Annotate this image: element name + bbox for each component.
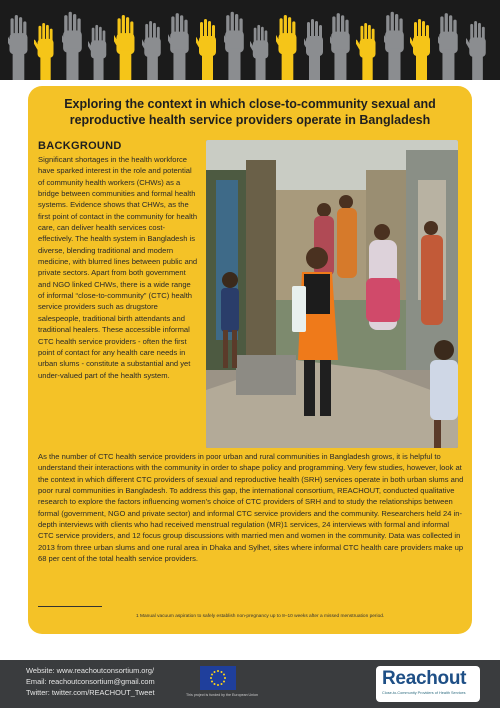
contact-links: [26, 665, 155, 698]
hand-icon: [384, 10, 406, 80]
hand-icon: [8, 14, 30, 80]
hand-icon: [168, 12, 192, 80]
hand-icon: [224, 10, 246, 80]
research-paragraph: As the number of CTC health service providers in poor urban and rural communities in Bangladesh grows, it is helpful to understand their interactions with the community in order to shape policy and programming. Very few studies, however, look at the context in which different CTC providers of sexual and reproductive health (SRH) services operate in both urban slums and poor rural communities in Bangladesh. To address this gap, the international consortium, REACHOUT, conducted qualitative research to explore the factors influencing women’s choice of CTC providers of SRH and to study the relationships between formal (government, NGO and private sector) and informal CTC service providers and the community. Researchers held 24 in-depth interviews with clients who had received menstrual regulation (MR)1 services, 24 interviews with formal and informal CTC service providers, and 12 focus group discussions with married men and women in the community. Data was collected in 2013 from three urban slums and one rural area in Dhaka and Sylhet, sites where informal CTC health care providers make up 68 per cent of the total health service providers.: [38, 452, 464, 564]
hand-icon: [88, 24, 110, 80]
section-heading: BACKGROUND: [38, 140, 122, 152]
hand-icon: [356, 22, 380, 80]
hand-icon: [330, 12, 352, 80]
hand-icon: [142, 20, 164, 80]
hand-icon: [410, 18, 434, 80]
footnote: 1 Manual vacuum aspiration to safely establish non-pregnancy up to 8–10 weeks after a missed menstruation period.: [136, 614, 385, 619]
hand-icon: [438, 12, 460, 80]
twitter-link[interactable]: Twitter: twitter.com/REACHOUT_Tweet: [26, 688, 155, 697]
hand-icon: [114, 14, 138, 80]
eu-caption: This project is funded by the European Union: [186, 693, 258, 697]
logo-wordmark: Reachout: [382, 668, 467, 689]
reachout-logo: [376, 666, 480, 702]
content-card: [28, 86, 472, 634]
hand-icon: [34, 22, 58, 80]
footnote-divider: [38, 606, 102, 607]
email-link[interactable]: Email: reachoutconsortium@gmail.com: [26, 677, 155, 686]
eu-flag-icon: [200, 666, 236, 690]
logo-tagline: Close-to-Community Providers of Health Services: [382, 691, 466, 695]
background-paragraph: Significant shortages in the health workforce have sparked interest in the role and potential of community health workers (CHWs) as a bridge between communities and formal health systems. Evidence shows that CHWs, as the first point of contact in the community for health care, can deliver health services cost-effectively. The health system in Bangladesh is diverse, blending traditional and modern medicine, with blurred lines between public and private sectors. Apart from both government and NGO linked CHWs, there is a wide range of informal “close-to-community” (CTC) health service providers such as drugstore salespeople, traditional birth attendants and traditional healers. These accessible informal CTC health service providers - often the first point of contact for any health care needs in urban slums - constitute a substantial and yet under-valued part of the health system.: [38, 155, 198, 380]
page-title: Exploring the context in which close-to-community sexual and reproductive health service providers operate in Bangladesh: [64, 97, 436, 127]
hand-icon: [304, 18, 326, 80]
hand-icon: [466, 20, 490, 80]
raised-hands-banner: [0, 0, 500, 80]
hand-icon: [276, 14, 300, 80]
hand-icon: [250, 24, 272, 80]
hand-icon: [196, 18, 220, 80]
website-link[interactable]: Website: www.reachoutconsortium.org/: [26, 666, 155, 675]
footer: [0, 660, 500, 708]
slum-street-photo: [206, 140, 458, 448]
hand-icon: [62, 10, 84, 80]
